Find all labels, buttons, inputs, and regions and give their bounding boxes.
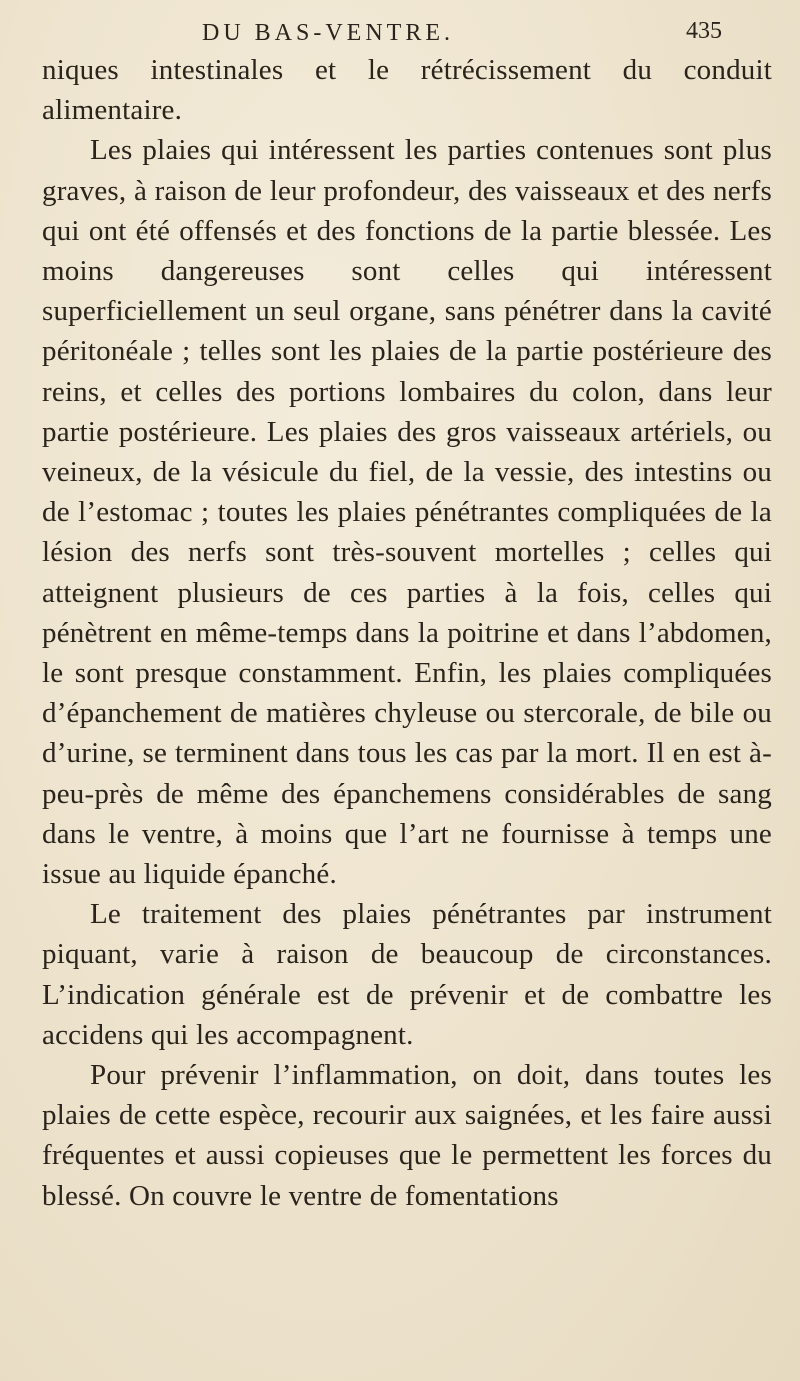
paragraph-treatment: Le traitement des plaies pénétrantes par instrument piquant, varie à raison de beaucoup de circonstances. L’indication générale est de prévenir et de combattre les accidens qui les accompagnent. [42, 898, 772, 1051]
paragraph-gravity-of-wounds: Les plaies qui intéressent les parties contenues sont plus graves, à raison de leur profondeur, des vaisseaux et des nerfs qui ont été offensés et des fonctions de la partie blessée. Les moins dangereuses sont celles qui intéressent superficiellement un seul organe, sans pénétrer dans la cavité péritonéale ; telles sont les plaies de la partie postérieure des reins, et celles des portions lombaires du colon, dans leur partie postérieure. Les plaies des gros vaisseaux artériels, ou veineux, de la vésicule du fiel, de la vessie, des intestins ou de l’estomac ; toutes les plaies pénétrantes compliquées de la lésion des nerfs sont très-souvent mortelles ; celles qui atteignent plusieurs de ces parties à la fois, celles qui pénètrent en même-temps dans la poitrine et dans l’abdomen, le sont presque constamment. Enfin, les plaies compliquées d’épanchement de matières chyleuse ou stercorale, de bile ou d’urine, se terminent dans tous les cas par la mort. Il en est à-peu-près de même des épanchemens considérables de sang dans le ventre, à moins que l’art ne fournisse à temps une issue au liquide épanché. [42, 134, 772, 891]
running-head [202, 0, 772, 50]
running-title: DU BAS-VENTRE. [202, 20, 454, 46]
body-text [42, 50, 772, 1216]
page-number: 435 [686, 18, 722, 44]
paragraph-prevention: Pour prévenir l’inflammation, on doit, dans toutes les plaies de cette espèce, recourir aux saignées, et les faire aussi fréquentes et aussi copieuses que le permettent les forces du blessé. On couvre le ventre de fomentations [42, 1059, 772, 1212]
paragraph-continuation: niques intestinales et le rétrécissement du conduit alimentaire. [42, 54, 772, 127]
